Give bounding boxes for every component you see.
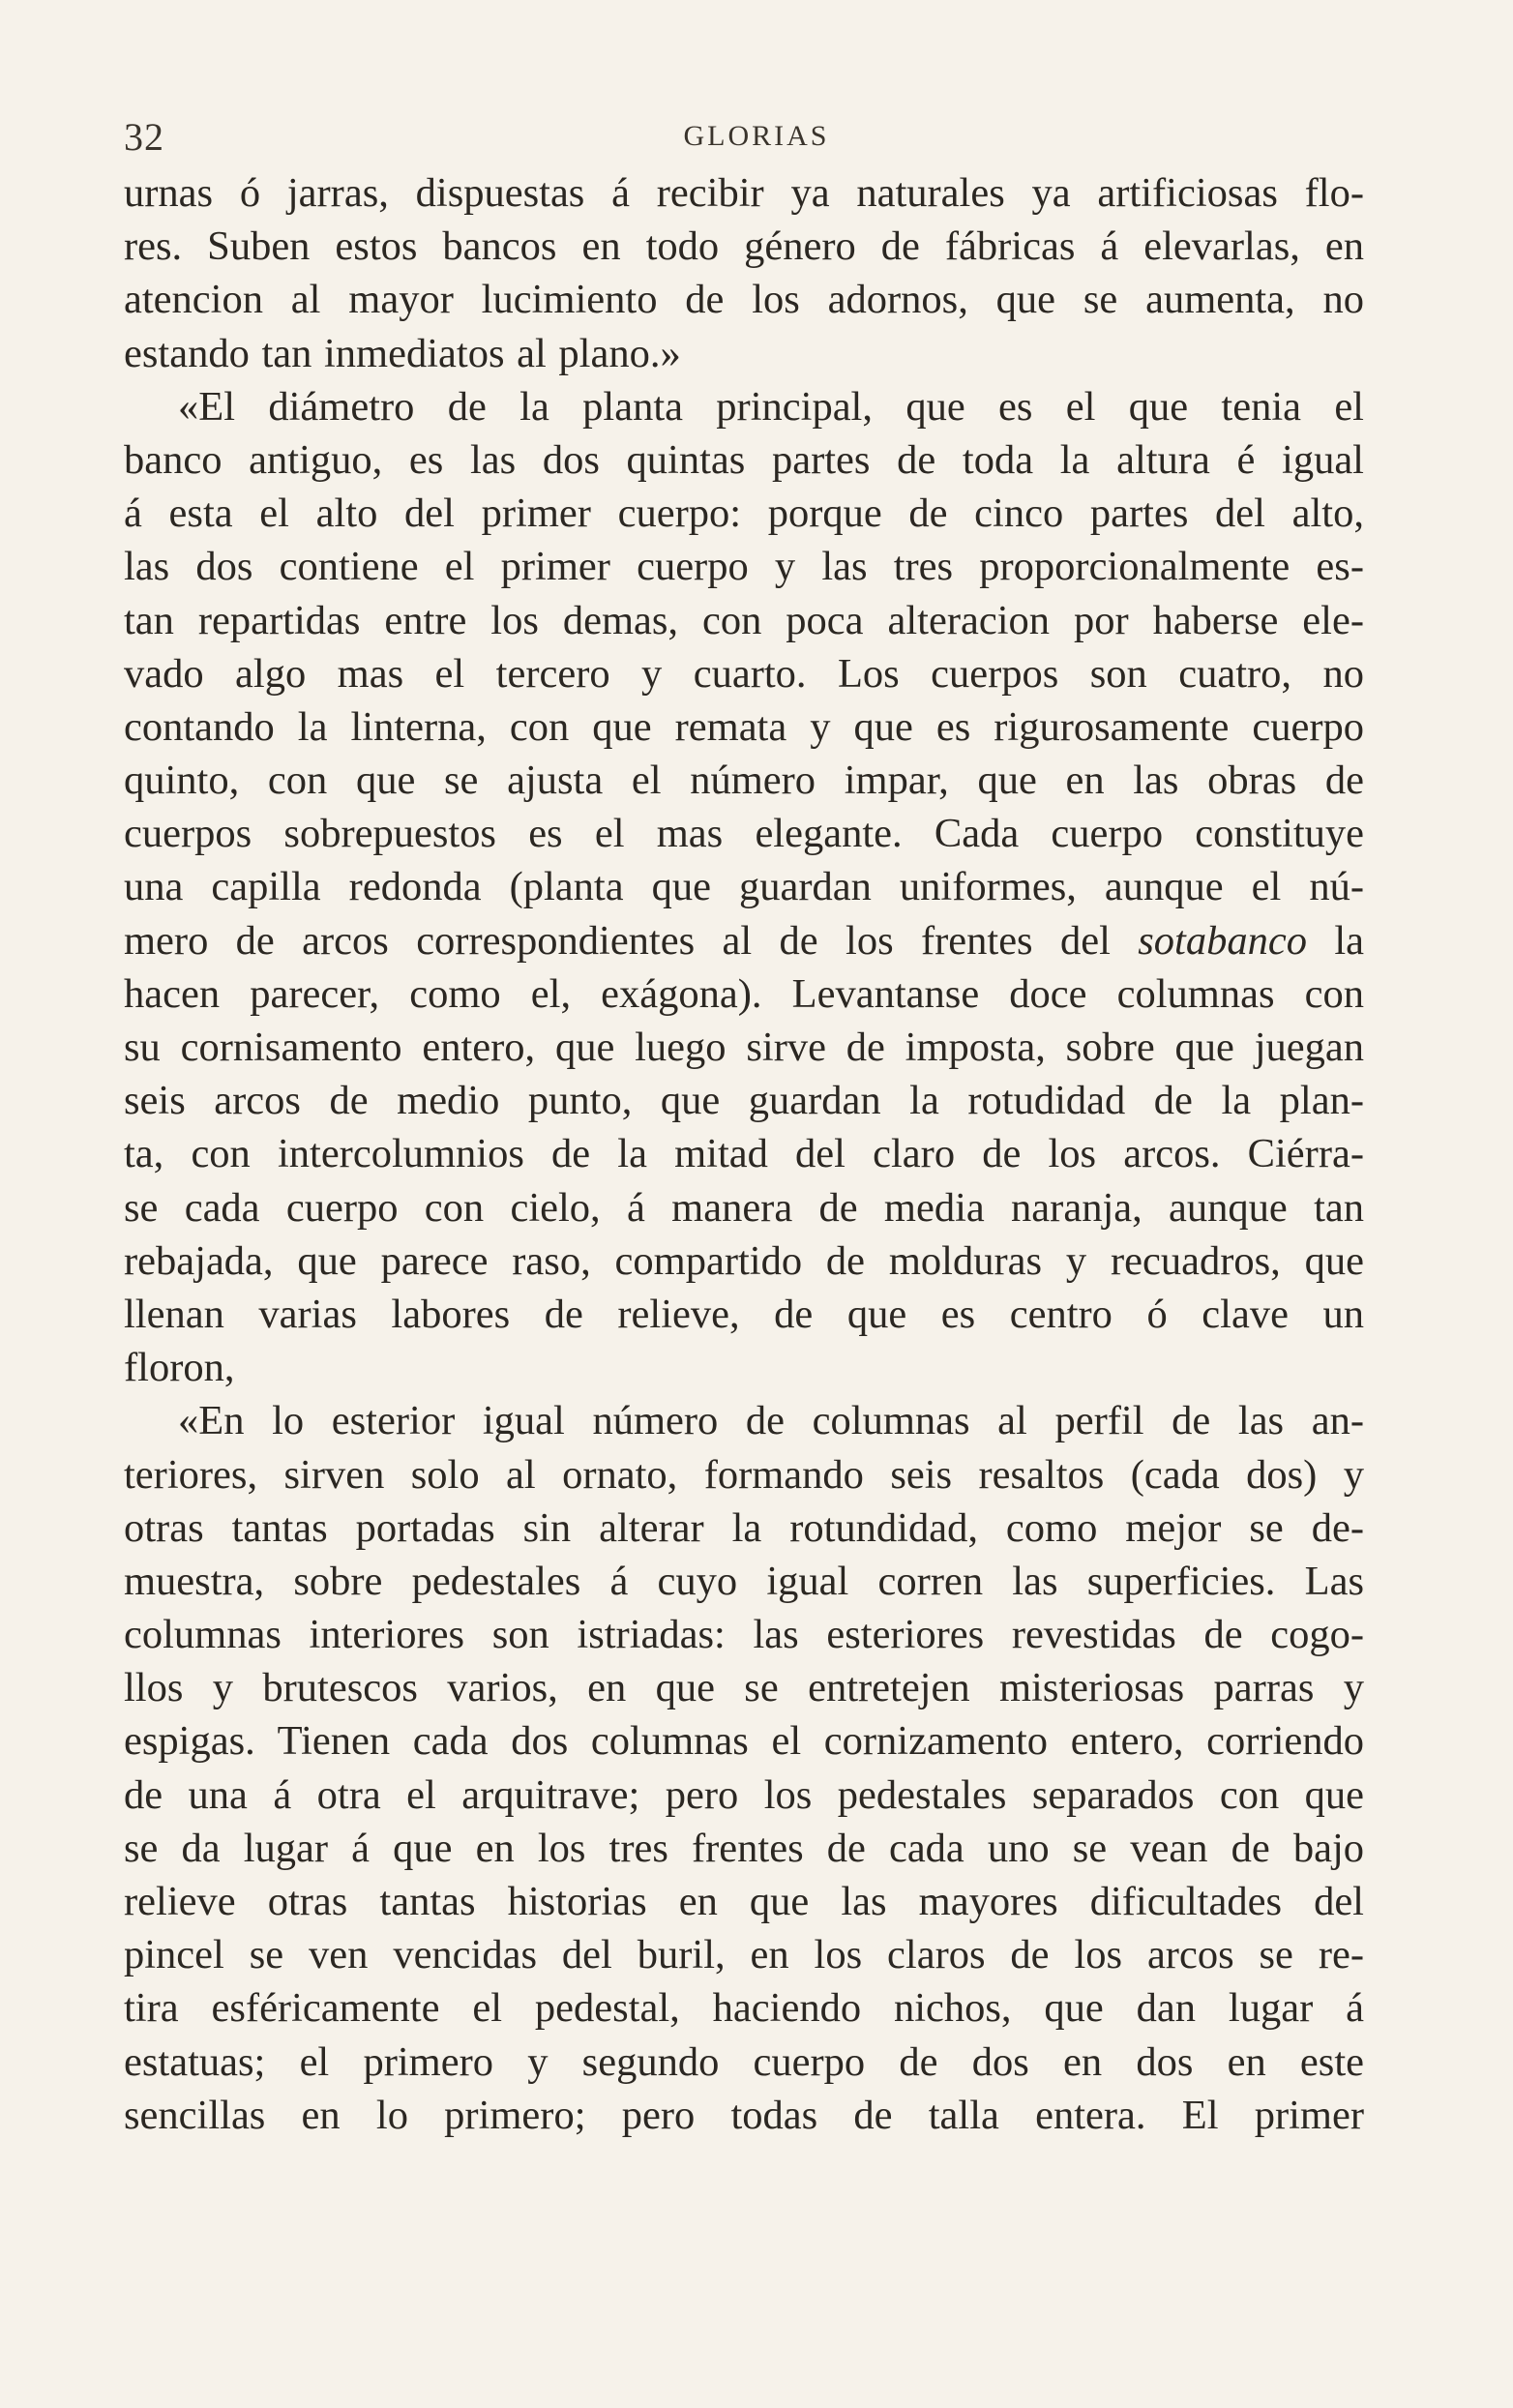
running-head: GLORIAS — [683, 120, 830, 152]
text-line: urnas ó jarras, dispuestas á recibir ya naturales ya artificiosas flo- — [124, 170, 1364, 216]
text-line: hacen parecer, como el, exágona). Levantanse doce columnas con — [124, 970, 1364, 1017]
page-number: 32 — [124, 115, 164, 159]
text-line: seis arcos de medio punto, que guardan la rotudidad de la plan- — [124, 1078, 1364, 1124]
italic-term: sotabanco — [1138, 917, 1307, 964]
text-line: floron, — [124, 1345, 235, 1391]
text-line: espigas. Tienen cada dos columnas el cornizamento entero, corriendo — [124, 1718, 1364, 1765]
text-line: cuerpos sobrepuestos es el mas elegante. Cada cuerpo constituye — [124, 811, 1364, 857]
text-line: se cada cuerpo con cielo, á manera de media naranja, aunque tan — [124, 1184, 1364, 1231]
text-line: columnas interiores son istriadas: las esteriores revestidas de cogo- — [124, 1612, 1364, 1658]
text-line: relieve otras tantas historias en que las mayores dificultades del — [124, 1879, 1364, 1924]
text-line: su cornisamento entero, que luego sirve de imposta, sobre que juegan — [124, 1025, 1364, 1070]
text-line: contando la linterna, con que remata y que es rigurosamente cuerpo — [124, 703, 1364, 750]
text-line: tan repartidas entre los demas, con poca alteracion por haberse ele- — [124, 597, 1364, 643]
text-line: las dos contiene el primer cuerpo y las tres proporcionalmente es- — [124, 544, 1364, 590]
text-line: llos y brutescos varios, en que se entretejen misteriosas parras y — [124, 1665, 1364, 1711]
text-line: tira esféricamente el pedestal, haciendo nichos, que dan lugar á — [124, 1985, 1364, 2032]
text-line: una capilla redonda (planta que guardan uniformes, aunque el nú- — [124, 864, 1364, 910]
text-line: atencion al mayor lucimiento de los adornos, que se aumenta, no — [124, 277, 1364, 323]
text-line: estatuas; el primero y segundo cuerpo de dos en dos en este — [124, 2038, 1364, 2085]
text-line: sencillas en lo primero; pero todas de talla entera. El primer — [124, 2092, 1364, 2138]
text-line: mero de arcos correspondientes al de los frentes del sotabanco la — [124, 917, 1365, 964]
text-line: llenan varias labores de relieve, de que es centro ó clave un — [124, 1291, 1364, 1337]
text-line: teriores, sirven solo al ornato, formando seis resaltos (cada dos) y — [124, 1451, 1364, 1498]
text-line: banco antiguo, es las dos quintas partes de toda la altura é igual — [124, 436, 1364, 483]
text-line: de una á otra el arquitrave; pero los pedestales separados con que — [124, 1771, 1364, 1818]
text-line: quinto, con que se ajusta el número impar, que en las obras de — [124, 758, 1364, 804]
text-line: ta, con intercolumnios de la mitad del claro de los arcos. Ciérra- — [124, 1131, 1364, 1177]
text-line: res. Suben estos bancos en todo género de fábricas á elevarlas, en — [124, 223, 1364, 270]
body-text — [124, 166, 1364, 2142]
text-line: estando tan inmediatos al plano.» — [124, 330, 681, 376]
text-line: «El diámetro de la planta principal, que es el que tenia el — [178, 383, 1364, 430]
text-line: á esta el alto del primer cuerpo: porque de cinco partes del alto, — [124, 491, 1364, 537]
text-line: otras tantas portadas sin alterar la rotundidad, como mejor se de- — [124, 1504, 1364, 1551]
text-line: muestra, sobre pedestales á cuyo igual corren las superficies. Las — [124, 1558, 1364, 1604]
text-line: pincel se ven vencidas del buril, en los claros de los arcos se re- — [124, 1932, 1364, 1978]
text-line: rebajada, que parece raso, compartido de molduras y recuadros, que — [124, 1237, 1364, 1284]
text-line: se da lugar á que en los tres frentes de cada uno se vean de bajo — [124, 1825, 1364, 1871]
text-line: vado algo mas el tercero y cuarto. Los cuerpos son cuatro, no — [124, 650, 1364, 697]
text-line: «En lo esterior igual número de columnas al perfil de las an- — [178, 1398, 1364, 1444]
